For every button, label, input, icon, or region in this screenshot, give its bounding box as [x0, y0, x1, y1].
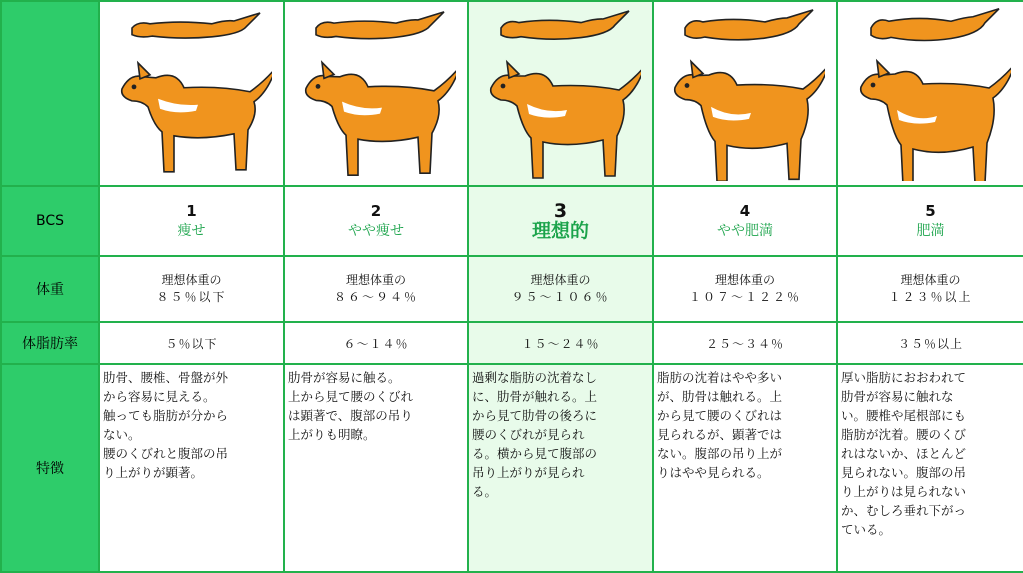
features-cell-3 [468, 364, 653, 572]
dog-illustration-thin [112, 6, 272, 181]
feature-line: から容易に見える。 [103, 389, 216, 404]
features-cell-2 [284, 364, 468, 572]
feature-line: ない。 [103, 427, 141, 442]
feature-line: から見て肋骨の後ろに [472, 408, 598, 423]
row-header-weight: 体重 [1, 256, 99, 322]
body-fat-cell-4: ２５～３４％ [653, 322, 837, 364]
image-row [1, 1, 1023, 186]
feature-line: に、肋骨が触れる。上 [472, 389, 598, 404]
feature-line: 肋骨が容易に触れな [841, 389, 954, 404]
bcs-number: 2 [370, 202, 382, 220]
row-header-bcs: BCS [1, 186, 99, 256]
feature-line: は顕著で、腹部の吊り [288, 408, 413, 423]
dog-cell-5 [837, 1, 1023, 186]
weight-caption: 理想体重の [714, 273, 775, 287]
weight-row [1, 256, 1023, 322]
bcs-cell-4 [653, 186, 837, 256]
feature-line: 過剰な脂肪の沈着なし [472, 370, 598, 385]
dog-illustration-obese [851, 6, 1011, 181]
bcs-label: 理想的 [531, 220, 589, 242]
feature-line: 肋骨が容易に触る。 [288, 370, 401, 385]
body-fat-row [1, 322, 1023, 364]
weight-cell-1 [99, 256, 284, 322]
bcs-number: 3 [553, 200, 568, 222]
feature-line: 肋骨、腰椎、骨盤が外 [103, 370, 229, 385]
weight-range: １０７～１２２％ [688, 290, 801, 304]
body-fat-cell-5: ３５％以上 [837, 322, 1023, 364]
features-cell-5 [837, 364, 1023, 572]
weight-cell-3 [468, 256, 653, 322]
feature-line: 腰のくびれと腹部の吊 [103, 446, 229, 461]
feature-line: 見られない。腹部の吊 [841, 465, 967, 480]
dog-cell-1 [99, 1, 284, 186]
bcs-number: 4 [739, 202, 751, 220]
feature-line: か、むしろ垂れ下がっ [841, 503, 967, 518]
bcs-cell-5 [837, 186, 1023, 256]
feature-line: 触っても脂肪が分から [103, 408, 229, 423]
feature-line: 厚い脂肪におおわれて [841, 370, 967, 385]
weight-range: ９５～１０６％ [511, 290, 610, 304]
bcs-number: 1 [186, 202, 197, 220]
dog-illustration-slightly-obese [665, 6, 825, 181]
feature-line: 見られるが、顕著では [657, 427, 783, 442]
weight-range: ８５％以下 [156, 290, 227, 304]
bcs-label: 痩せ [177, 223, 206, 239]
feature-line: る。 [472, 484, 498, 499]
bcs-cell-1 [99, 186, 284, 256]
feature-line: 脂肪が沈着。腰のくび [841, 427, 967, 442]
bcs-label: やや痩せ [348, 223, 404, 239]
weight-caption: 理想体重の [345, 273, 406, 287]
weight-cell-5 [837, 256, 1023, 322]
row-header-body-fat: 体脂肪率 [1, 322, 99, 364]
features-row [1, 364, 1023, 572]
body-fat-cell-2: ６～１４％ [284, 322, 468, 364]
body-fat-cell-3: １５～２４％ [468, 322, 653, 364]
bcs-cell-2 [284, 186, 468, 256]
dog-cell-4 [653, 1, 837, 186]
feature-line: が、肋骨は触れる。上 [657, 389, 783, 404]
weight-caption: 理想体重の [161, 273, 222, 287]
feature-line: る。横から見て腹部の [472, 446, 598, 461]
feature-line: 吊り上がりが見られ [472, 465, 585, 480]
weight-range: ８６～９４％ [333, 290, 418, 304]
feature-line: ている。 [841, 522, 892, 537]
bcs-cell-3 [468, 186, 653, 256]
dog-illustration-ideal [481, 6, 641, 181]
features-cell-4 [653, 364, 837, 572]
feature-line: りはやや見られる。 [657, 465, 770, 480]
dog-cell-2 [284, 1, 468, 186]
row-header-features: 特徴 [1, 364, 99, 572]
feature-line: い。腰椎や尾根部にも [841, 408, 967, 423]
bcs-number: 5 [925, 202, 936, 220]
bcs-row [1, 186, 1023, 256]
features-cell-1 [99, 364, 284, 572]
feature-line: 脂肪の沈着はやや多い [657, 370, 783, 385]
feature-line: れはないか、ほとんど [841, 446, 967, 461]
weight-cell-2 [284, 256, 468, 322]
weight-caption: 理想体重の [900, 273, 961, 287]
feature-line: 上がりも明瞭。 [288, 427, 376, 442]
feature-line: から見て腰のくびれは [657, 408, 783, 423]
feature-line: ない。腹部の吊り上が [657, 446, 783, 461]
feature-line: 上から見て腰のくびれ [288, 389, 414, 404]
corner-cell [1, 1, 99, 186]
dog-illustration-slightly-thin [296, 6, 456, 181]
weight-cell-4 [653, 256, 837, 322]
bcs-label: やや肥満 [717, 223, 773, 239]
dog-cell-3 [468, 1, 653, 186]
body-fat-cell-1: ５％以下 [99, 322, 284, 364]
bcs-label: 肥満 [916, 223, 945, 239]
feature-line: 腰のくびれが見られ [472, 427, 585, 442]
weight-caption: 理想体重の [530, 273, 591, 287]
feature-line: り上がりが顕著。 [103, 465, 204, 480]
weight-range: １２３％以上 [888, 290, 973, 304]
feature-line: り上がりは見られない [841, 484, 967, 499]
